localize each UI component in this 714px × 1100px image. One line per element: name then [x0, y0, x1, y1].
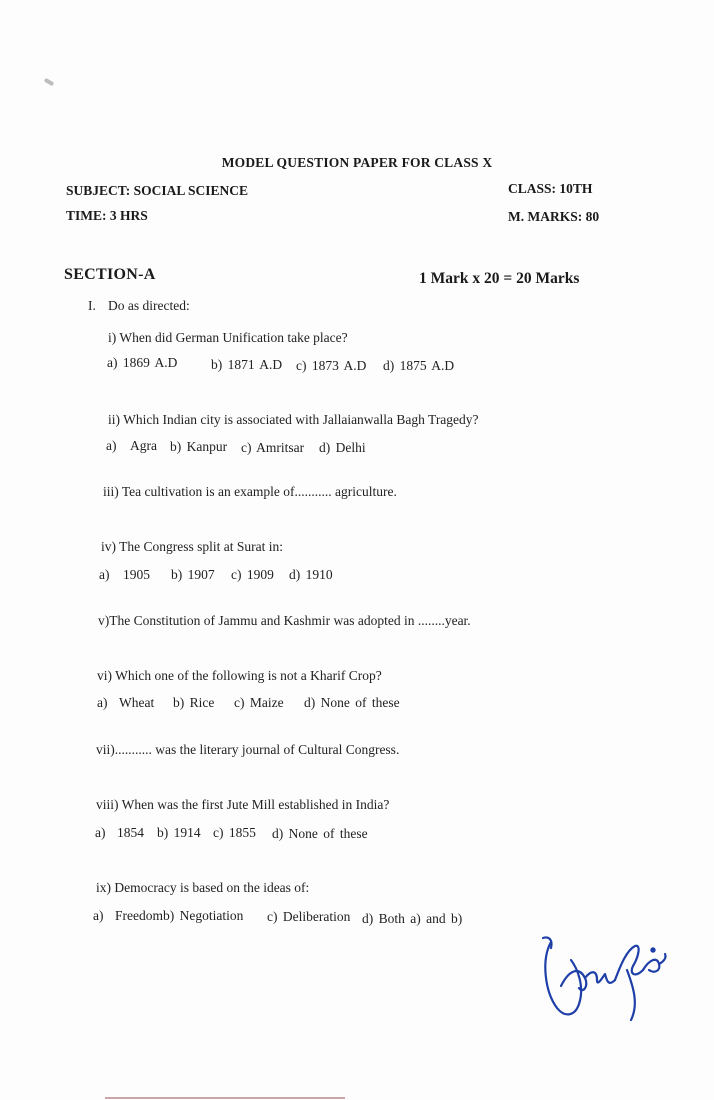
option: a)	[106, 438, 117, 453]
option: b) 1871 A.D	[211, 357, 283, 372]
option: a)	[93, 908, 104, 923]
option: a) 1869 A.D	[107, 355, 178, 370]
option: a)	[95, 825, 106, 840]
question-text: vii)........... was the literary journal of Cultural Congress.	[96, 742, 400, 757]
page-edge-mark	[105, 1097, 345, 1099]
question-text: iv) The Congress split at Surat in:	[101, 539, 283, 554]
option: Freedomb) Negotiation	[115, 908, 244, 923]
instruction-text: Do as directed:	[108, 298, 190, 313]
question-text: i) When did German Unification take place?	[108, 330, 348, 345]
option: a)	[99, 567, 110, 582]
option: b) Kanpur	[170, 439, 228, 454]
option: c) 1855	[213, 825, 256, 840]
question-text: v)The Constitution of Jammu and Kashmir was adopted in ........year.	[98, 613, 471, 628]
option: d) 1875 A.D	[383, 358, 455, 373]
option: b) 1907	[171, 567, 215, 582]
question-text: iii) Tea cultivation is an example of........... agriculture.	[103, 484, 397, 499]
instruction-number: I.	[88, 298, 96, 313]
question-text: ix) Democracy is based on the ideas of:	[96, 880, 310, 895]
question-text: viii) When was the first Jute Mill established in India?	[96, 797, 390, 812]
section-marks-scheme: 1 Mark x 20 = 20 Marks	[419, 270, 580, 287]
option: b) Rice	[173, 695, 215, 710]
max-marks-label: M. MARKS: 80	[508, 209, 600, 224]
section-heading: SECTION-A	[64, 266, 156, 283]
option: d) Both a) and b)	[362, 911, 463, 926]
option: c) Amritsar	[241, 440, 305, 455]
option: d) 1910	[289, 567, 333, 582]
scan-speck	[44, 78, 55, 86]
time-label: TIME: 3 HRS	[66, 208, 148, 223]
signature-icon	[535, 930, 675, 1030]
paper-title: MODEL QUESTION PAPER FOR CLASS X	[221, 155, 493, 170]
option: b) 1914	[157, 825, 201, 840]
option: c) Deliberation	[267, 909, 351, 924]
class-label: CLASS: 10TH	[508, 181, 593, 196]
option: c) 1873 A.D	[296, 358, 367, 373]
question-text: vi) Which one of the following is not a Kharif Crop?	[97, 668, 382, 683]
option: Agra	[130, 438, 157, 453]
option: d) Delhi	[319, 440, 366, 455]
option: 1905	[123, 567, 150, 582]
option: c) 1909	[231, 567, 274, 582]
option: 1854	[117, 825, 144, 840]
option: d) None of these	[272, 826, 368, 841]
question-text: ii) Which Indian city is associated with Jallaianwalla Bagh Tragedy?	[108, 412, 479, 427]
option: c) Maize	[234, 695, 284, 710]
option: d) None of these	[304, 695, 400, 710]
option: a)	[97, 695, 108, 710]
subject-label: SUBJECT: SOCIAL SCIENCE	[66, 183, 249, 198]
option: Wheat	[119, 695, 155, 710]
